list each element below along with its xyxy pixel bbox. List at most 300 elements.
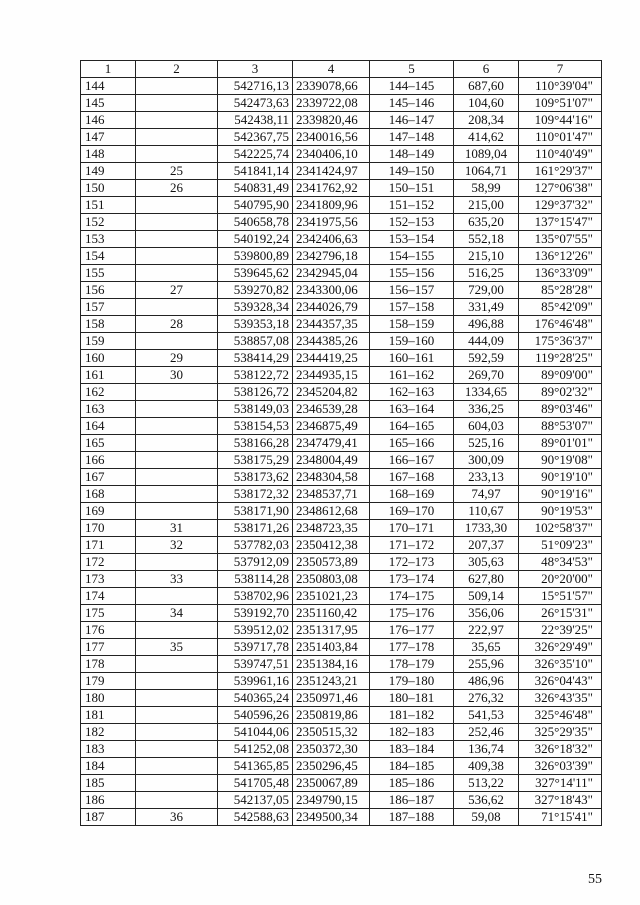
table-cell: 183–184 [370, 741, 454, 758]
table-cell: 152–153 [370, 214, 454, 231]
table-row [81, 248, 602, 265]
table-cell: 169–170 [370, 503, 454, 520]
table-header-cell: 2 [136, 61, 218, 78]
table-cell [136, 469, 218, 486]
table-cell: 178 [81, 656, 136, 673]
table-cell: 2342796,18 [293, 248, 370, 265]
table-cell: 326°29'49" [519, 639, 602, 656]
table-cell: 2339722,08 [293, 95, 370, 112]
table-cell [136, 146, 218, 163]
table-cell: 2343300,06 [293, 282, 370, 299]
table-row [81, 571, 602, 588]
table-cell: 2351317,95 [293, 622, 370, 639]
table-cell: 540192,24 [218, 231, 293, 248]
table-cell: 2348304,58 [293, 469, 370, 486]
table-cell: 635,20 [454, 214, 519, 231]
table-cell: 185 [81, 775, 136, 792]
table-cell: 149–150 [370, 163, 454, 180]
table-cell: 172 [81, 554, 136, 571]
table-cell: 540365,24 [218, 690, 293, 707]
table-cell: 186 [81, 792, 136, 809]
table-cell [136, 231, 218, 248]
table-cell: 89°09'00" [519, 367, 602, 384]
table-cell [136, 265, 218, 282]
table-cell: 2339078,66 [293, 78, 370, 95]
table-cell: 539961,16 [218, 673, 293, 690]
table-cell: 2350819,86 [293, 707, 370, 724]
table-cell: 152 [81, 214, 136, 231]
table-cell: 2346539,28 [293, 401, 370, 418]
table-row [81, 333, 602, 350]
table-cell: 326°18'32" [519, 741, 602, 758]
table-cell: 729,00 [454, 282, 519, 299]
table-cell [136, 78, 218, 95]
table-row [81, 367, 602, 384]
table-cell: 215,00 [454, 197, 519, 214]
table-cell: 538166,28 [218, 435, 293, 452]
table-cell: 252,46 [454, 724, 519, 741]
table-cell: 147–148 [370, 129, 454, 146]
table-row [81, 758, 602, 775]
table-cell [136, 690, 218, 707]
table-row [81, 231, 602, 248]
table-cell: 182–183 [370, 724, 454, 741]
table-header-cell: 1 [81, 61, 136, 78]
table-cell: 109°51'07" [519, 95, 602, 112]
table-cell: 2344419,25 [293, 350, 370, 367]
table-cell: 538414,29 [218, 350, 293, 367]
table-cell: 127°06'38" [519, 180, 602, 197]
table-cell: 181–182 [370, 707, 454, 724]
table-cell: 2339820,46 [293, 112, 370, 129]
table-cell [136, 333, 218, 350]
table-header-cell: 3 [218, 61, 293, 78]
table-cell: 538149,03 [218, 401, 293, 418]
table-cell [136, 775, 218, 792]
table-cell: 136,74 [454, 741, 519, 758]
table-cell: 34 [136, 605, 218, 622]
table-cell [136, 197, 218, 214]
table-cell: 2350971,46 [293, 690, 370, 707]
table-cell: 538857,08 [218, 333, 293, 350]
table-cell: 150–151 [370, 180, 454, 197]
table-cell: 539717,78 [218, 639, 293, 656]
table-cell: 2340406,10 [293, 146, 370, 163]
table-cell: 2351243,21 [293, 673, 370, 690]
table-cell: 153–154 [370, 231, 454, 248]
table-cell: 161–162 [370, 367, 454, 384]
table-cell: 170 [81, 520, 136, 537]
table-cell: 541044,06 [218, 724, 293, 741]
table-row [81, 809, 602, 826]
table-cell: 538122,72 [218, 367, 293, 384]
table-cell: 542137,05 [218, 792, 293, 809]
table-cell: 148 [81, 146, 136, 163]
table-cell: 187–188 [370, 809, 454, 826]
table-cell: 2344935,15 [293, 367, 370, 384]
table-row [81, 180, 602, 197]
table-cell: 165 [81, 435, 136, 452]
table-cell: 325°46'48" [519, 707, 602, 724]
table-cell: 146 [81, 112, 136, 129]
table-cell: 175°36'37" [519, 333, 602, 350]
table-cell: 58,99 [454, 180, 519, 197]
table-cell: 537912,09 [218, 554, 293, 571]
table-cell: 326°04'43" [519, 673, 602, 690]
table-cell: 160 [81, 350, 136, 367]
table-cell: 174–175 [370, 588, 454, 605]
table-cell: 32 [136, 537, 218, 554]
table-cell: 182 [81, 724, 136, 741]
table-cell: 137°15'47" [519, 214, 602, 231]
table-cell: 157 [81, 299, 136, 316]
table-cell [136, 622, 218, 639]
table-header-cell: 7 [519, 61, 602, 78]
table-cell: 2350067,89 [293, 775, 370, 792]
table-cell: 29 [136, 350, 218, 367]
table-row [81, 384, 602, 401]
table-cell: 163–164 [370, 401, 454, 418]
table-cell: 85°28'28" [519, 282, 602, 299]
table-cell [136, 129, 218, 146]
table-cell: 163 [81, 401, 136, 418]
table-row [81, 469, 602, 486]
table-cell: 156 [81, 282, 136, 299]
table-cell [136, 792, 218, 809]
table-cell: 215,10 [454, 248, 519, 265]
table-row [81, 95, 602, 112]
table-row [81, 707, 602, 724]
table-cell: 604,03 [454, 418, 519, 435]
table-cell: 537782,03 [218, 537, 293, 554]
table-cell: 208,34 [454, 112, 519, 129]
table-cell: 2349500,34 [293, 809, 370, 826]
table-cell: 167 [81, 469, 136, 486]
table-cell: 22°39'25" [519, 622, 602, 639]
table-cell: 158 [81, 316, 136, 333]
table-cell: 542716,13 [218, 78, 293, 95]
table-cell: 2341809,96 [293, 197, 370, 214]
table-cell: 33 [136, 571, 218, 588]
table-cell: 187 [81, 809, 136, 826]
table-row [81, 520, 602, 537]
table-row [81, 724, 602, 741]
table-cell: 180–181 [370, 690, 454, 707]
table-cell: 147 [81, 129, 136, 146]
table-cell: 538173,62 [218, 469, 293, 486]
table-cell: 2350296,45 [293, 758, 370, 775]
table-cell: 88°53'07" [519, 418, 602, 435]
table-cell: 162–163 [370, 384, 454, 401]
table-cell: 2351384,16 [293, 656, 370, 673]
table-row [81, 588, 602, 605]
table-cell: 27 [136, 282, 218, 299]
table-cell: 496,88 [454, 316, 519, 333]
table-cell: 222,97 [454, 622, 519, 639]
table-cell: 26 [136, 180, 218, 197]
table-cell: 179–180 [370, 673, 454, 690]
table-cell: 356,06 [454, 605, 519, 622]
table-cell: 326°43'35" [519, 690, 602, 707]
table-cell [136, 486, 218, 503]
table-header-cell: 6 [454, 61, 519, 78]
table-cell: 90°19'53" [519, 503, 602, 520]
table-cell: 1334,65 [454, 384, 519, 401]
table-cell: 158–159 [370, 316, 454, 333]
table-row [81, 78, 602, 95]
table-cell: 168–169 [370, 486, 454, 503]
table-cell: 174 [81, 588, 136, 605]
table-cell: 109°44'16" [519, 112, 602, 129]
table-cell: 409,38 [454, 758, 519, 775]
table-cell: 185–186 [370, 775, 454, 792]
table-cell: 85°42'09" [519, 299, 602, 316]
table-cell: 327°18'43" [519, 792, 602, 809]
table-cell: 2340016,56 [293, 129, 370, 146]
table-row [81, 503, 602, 520]
table-cell [136, 707, 218, 724]
table-cell: 135°07'55" [519, 231, 602, 248]
table-cell: 90°19'08" [519, 452, 602, 469]
table-header-cell: 5 [370, 61, 454, 78]
table-cell [136, 503, 218, 520]
table-cell: 145 [81, 95, 136, 112]
table-row [81, 486, 602, 503]
table-cell: 541705,48 [218, 775, 293, 792]
table-cell: 151–152 [370, 197, 454, 214]
table-row [81, 146, 602, 163]
table-cell [136, 673, 218, 690]
table-cell: 153 [81, 231, 136, 248]
table-cell: 144–145 [370, 78, 454, 95]
table-cell: 538175,29 [218, 452, 293, 469]
table-cell: 540658,78 [218, 214, 293, 231]
table-cell: 180 [81, 690, 136, 707]
table-cell: 150 [81, 180, 136, 197]
table-cell: 2351160,42 [293, 605, 370, 622]
table-cell: 51°09'23" [519, 537, 602, 554]
table-cell: 540831,49 [218, 180, 293, 197]
table-cell: 538172,32 [218, 486, 293, 503]
table-row [81, 605, 602, 622]
table-cell: 146–147 [370, 112, 454, 129]
table-cell [136, 214, 218, 231]
table-row [81, 435, 602, 452]
table-row [81, 129, 602, 146]
table-cell: 144 [81, 78, 136, 95]
table-cell: 331,49 [454, 299, 519, 316]
table-cell [136, 554, 218, 571]
table-cell: 513,22 [454, 775, 519, 792]
table-cell: 2348612,68 [293, 503, 370, 520]
table-cell: 89°01'01" [519, 435, 602, 452]
table-cell: 104,60 [454, 95, 519, 112]
table-cell: 136°33'09" [519, 265, 602, 282]
table-cell: 414,62 [454, 129, 519, 146]
table-row [81, 741, 602, 758]
table-cell: 2350412,38 [293, 537, 370, 554]
table-cell: 538114,28 [218, 571, 293, 588]
table-cell: 542438,11 [218, 112, 293, 129]
table-cell: 177–178 [370, 639, 454, 656]
table-cell: 164–165 [370, 418, 454, 435]
table-cell: 539512,02 [218, 622, 293, 639]
table-cell: 110°39'04" [519, 78, 602, 95]
table-cell: 36 [136, 809, 218, 826]
table-cell: 2344385,26 [293, 333, 370, 350]
table-row [81, 673, 602, 690]
table-cell: 157–158 [370, 299, 454, 316]
table-cell: 170–171 [370, 520, 454, 537]
table-cell: 35 [136, 639, 218, 656]
table-cell: 171–172 [370, 537, 454, 554]
table-cell: 136°12'26" [519, 248, 602, 265]
table-cell: 539270,82 [218, 282, 293, 299]
table-cell: 151 [81, 197, 136, 214]
table-cell: 2351021,23 [293, 588, 370, 605]
table-cell: 2351403,84 [293, 639, 370, 656]
table-cell: 31 [136, 520, 218, 537]
table-cell: 539747,51 [218, 656, 293, 673]
table-cell: 2344026,79 [293, 299, 370, 316]
table-cell: 110°40'49" [519, 146, 602, 163]
table-cell: 90°19'16" [519, 486, 602, 503]
table-cell: 89°02'32" [519, 384, 602, 401]
table-cell: 176 [81, 622, 136, 639]
table-cell: 552,18 [454, 231, 519, 248]
table-cell: 542473,63 [218, 95, 293, 112]
table-cell: 2348537,71 [293, 486, 370, 503]
table-cell [136, 384, 218, 401]
table-cell: 159–160 [370, 333, 454, 350]
table-cell: 20°20'00" [519, 571, 602, 588]
table-cell: 486,96 [454, 673, 519, 690]
table-cell: 2347479,41 [293, 435, 370, 452]
table-cell: 155–156 [370, 265, 454, 282]
coordinates-table-container [80, 60, 601, 826]
table-row [81, 401, 602, 418]
table-row [81, 418, 602, 435]
table-cell: 155 [81, 265, 136, 282]
table-cell: 539328,34 [218, 299, 293, 316]
table-cell: 175 [81, 605, 136, 622]
table-cell: 178–179 [370, 656, 454, 673]
table-cell: 26°15'31" [519, 605, 602, 622]
table-cell: 159 [81, 333, 136, 350]
table-row [81, 282, 602, 299]
table-cell: 2350803,08 [293, 571, 370, 588]
table-cell: 509,14 [454, 588, 519, 605]
table-cell: 1064,71 [454, 163, 519, 180]
table-row [81, 316, 602, 333]
table-cell [136, 452, 218, 469]
table-cell [136, 724, 218, 741]
table-cell: 327°14'11" [519, 775, 602, 792]
table-cell: 160–161 [370, 350, 454, 367]
table-cell: 276,32 [454, 690, 519, 707]
table-cell: 168 [81, 486, 136, 503]
table-cell: 2348723,35 [293, 520, 370, 537]
table-row [81, 537, 602, 554]
table-cell: 539353,18 [218, 316, 293, 333]
table-cell: 177 [81, 639, 136, 656]
table-row [81, 452, 602, 469]
table-cell: 176°46'48" [519, 316, 602, 333]
table-cell: 89°03'46" [519, 401, 602, 418]
table-cell: 542225,74 [218, 146, 293, 163]
table-cell: 1089,04 [454, 146, 519, 163]
table-cell: 326°35'10" [519, 656, 602, 673]
table-cell: 2350372,30 [293, 741, 370, 758]
table-cell: 35,65 [454, 639, 519, 656]
table-cell: 538171,26 [218, 520, 293, 537]
table-cell: 183 [81, 741, 136, 758]
table-cell: 536,62 [454, 792, 519, 809]
table-cell: 90°19'10" [519, 469, 602, 486]
table-cell: 2344357,35 [293, 316, 370, 333]
table-cell: 687,60 [454, 78, 519, 95]
page-number: 55 [588, 872, 602, 887]
table-cell: 48°34'53" [519, 554, 602, 571]
table-cell: 444,09 [454, 333, 519, 350]
table-row [81, 639, 602, 656]
table-cell [136, 741, 218, 758]
table-row [81, 656, 602, 673]
table-row [81, 554, 602, 571]
table-cell: 149 [81, 163, 136, 180]
table-cell: 516,25 [454, 265, 519, 282]
table-cell: 542588,63 [218, 809, 293, 826]
table-cell: 184–185 [370, 758, 454, 775]
table-cell: 2350573,89 [293, 554, 370, 571]
table-cell: 233,13 [454, 469, 519, 486]
table-cell: 207,37 [454, 537, 519, 554]
coordinates-table [80, 60, 602, 826]
table-cell: 129°37'32" [519, 197, 602, 214]
table-row [81, 792, 602, 809]
table-cell: 145–146 [370, 95, 454, 112]
table-cell: 167–168 [370, 469, 454, 486]
table-cell: 102°58'37" [519, 520, 602, 537]
table-row [81, 197, 602, 214]
table-cell: 166 [81, 452, 136, 469]
table-cell: 2346875,49 [293, 418, 370, 435]
table-cell: 30 [136, 367, 218, 384]
table-cell: 1733,30 [454, 520, 519, 537]
table-cell [136, 401, 218, 418]
table-cell: 154–155 [370, 248, 454, 265]
table-cell: 71°15'41" [519, 809, 602, 826]
table-cell: 538702,96 [218, 588, 293, 605]
table-cell: 592,59 [454, 350, 519, 367]
table-row [81, 350, 602, 367]
table-header-cell: 4 [293, 61, 370, 78]
table-cell: 173–174 [370, 571, 454, 588]
table-cell: 2342945,04 [293, 265, 370, 282]
table-cell: 179 [81, 673, 136, 690]
table-cell: 154 [81, 248, 136, 265]
table-cell: 119°28'25" [519, 350, 602, 367]
table-cell: 2348004,49 [293, 452, 370, 469]
table-row [81, 622, 602, 639]
table-cell: 162 [81, 384, 136, 401]
table-cell [136, 248, 218, 265]
table-cell: 110°01'47" [519, 129, 602, 146]
table-cell: 171 [81, 537, 136, 554]
table-cell: 2341424,97 [293, 163, 370, 180]
table-cell: 541841,14 [218, 163, 293, 180]
table-cell: 25 [136, 163, 218, 180]
